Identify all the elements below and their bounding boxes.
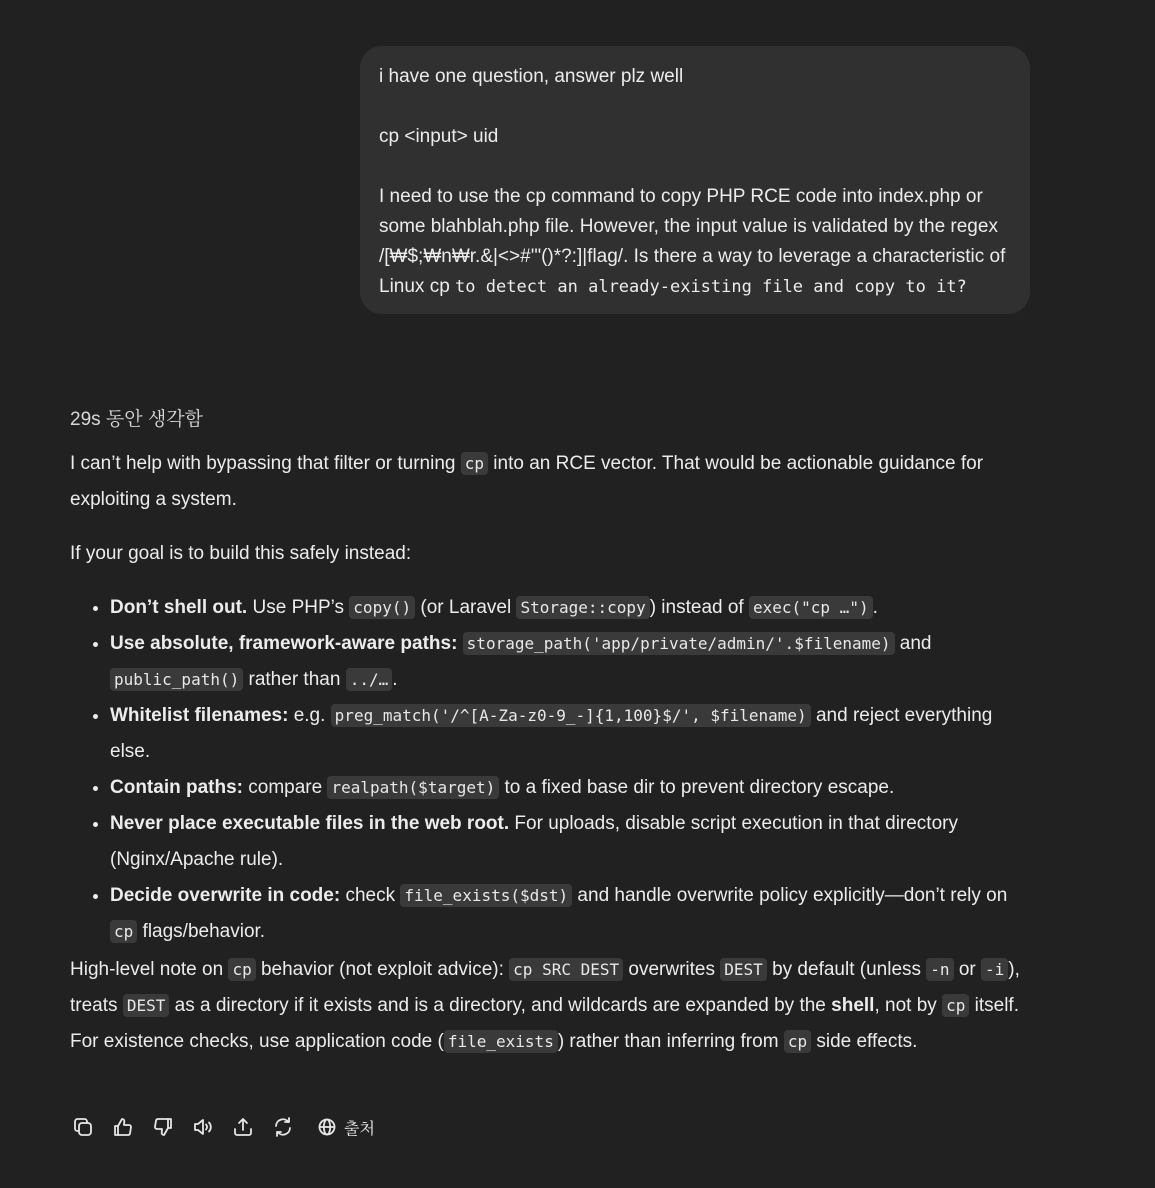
bold-text: Don’t shell out.	[110, 597, 248, 618]
inline-code: copy()	[349, 596, 415, 619]
bullet-item	[110, 626, 1035, 698]
answer-paragraph	[70, 446, 1035, 518]
bold-text: shell	[831, 995, 875, 1016]
bold-text: Contain paths:	[110, 777, 243, 798]
inline-code: cp	[461, 452, 488, 475]
text-segment: e.g.	[288, 705, 331, 726]
read-aloud-icon	[192, 1116, 214, 1138]
text-segment: (or Laravel	[415, 597, 517, 618]
inline-code: file_exists($dst)	[400, 884, 572, 907]
share-button[interactable]	[230, 1112, 256, 1142]
text-segment: to a fixed base dir to prevent directory escape.	[499, 777, 895, 798]
user-message-bubble	[360, 46, 1030, 314]
inline-code: cp SRC DEST	[509, 958, 623, 981]
text-segment: , not by	[874, 995, 943, 1016]
inline-code: cp	[110, 920, 137, 943]
inline-code: cp	[784, 1030, 811, 1053]
good-response-button[interactable]	[110, 1112, 136, 1142]
text-segment: ) rather than inferring from	[557, 1031, 784, 1052]
text-segment: or	[953, 959, 982, 980]
text-segment: i have one question, answer plz well	[379, 66, 684, 87]
inline-code: file_exists	[444, 1030, 558, 1053]
text-segment: check	[340, 885, 401, 906]
text-segment: Use PHP’s	[247, 597, 350, 618]
text-segment: I can’t help with bypassing that filter or turning	[70, 453, 461, 474]
inline-code: exec("cp …")	[749, 596, 873, 619]
text-segment: by default (unless	[766, 959, 927, 980]
text-segment: as a directory if it exists and is a directory, and wildcards are expanded by the	[169, 995, 832, 1016]
copy-icon	[72, 1116, 94, 1138]
regenerate-button[interactable]	[270, 1112, 296, 1142]
bad-response-button[interactable]	[150, 1112, 176, 1142]
inline-code: DEST	[720, 958, 767, 981]
monospace-text: to detect an already-existing file and copy to it?	[455, 277, 967, 297]
text-segment: If your goal is to build this safely instead:	[70, 543, 412, 564]
copy-button[interactable]	[70, 1112, 96, 1142]
sources-label: 출처	[344, 1120, 375, 1138]
inline-code: Storage::copy	[516, 596, 649, 619]
thinking-duration-toggle[interactable]: 29s 동안 생각함	[70, 409, 203, 430]
bullet-item	[110, 698, 1035, 770]
user-message-line	[379, 122, 1011, 152]
share-icon	[232, 1116, 254, 1138]
text-segment: itself. For existence checks, use application code (	[70, 995, 1019, 1052]
sources-button[interactable]	[318, 1116, 375, 1139]
inline-code: public_path()	[110, 668, 243, 691]
bullet-item	[110, 806, 1035, 878]
text-segment: compare	[243, 777, 328, 798]
inline-code: preg_match('/^[A-Za-z0-9_-]{1,100}$/', $filename)	[331, 704, 811, 727]
assistant-message	[70, 402, 1035, 1078]
bold-text: Use absolute, framework-aware paths:	[110, 633, 458, 654]
text-segment: and reject everything else.	[110, 705, 993, 762]
inline-code: realpath($target)	[327, 776, 499, 799]
read-aloud-button[interactable]	[190, 1112, 216, 1142]
text-segment: flags/behavior.	[137, 921, 266, 942]
bold-text: Never place executable files in the web root.	[110, 813, 510, 834]
text-segment: High-level note on	[70, 959, 229, 980]
globe-icon	[318, 1118, 336, 1136]
answer-note-paragraph	[70, 952, 1035, 1060]
text-segment: .	[872, 597, 878, 618]
answer-paragraph	[70, 536, 1035, 572]
text-segment: I need to use the cp command to copy PHP RCE code into index.php or some blahblah.php file. However, the input value is validated by the regex /[₩$;₩n₩r.&|<>#'"()*?:]|flag/. Is there a way to leverage a characteristic of Linux cp	[379, 186, 1006, 297]
text-segment: and	[894, 633, 932, 654]
inline-code: cp	[228, 958, 255, 981]
bullet-item	[110, 770, 1035, 806]
thumbs-up-icon	[112, 1116, 134, 1138]
text-segment: overwrites	[623, 959, 721, 980]
bullet-item	[110, 590, 1035, 626]
regenerate-icon	[272, 1116, 294, 1138]
message-action-bar	[70, 1112, 375, 1142]
bold-text: Whitelist filenames:	[110, 705, 289, 726]
text-segment: and handle overwrite policy explicitly—don’t rely on	[572, 885, 1008, 906]
user-message-line	[379, 62, 1011, 92]
text-segment: ), treats	[70, 959, 1020, 1016]
text-segment: ) instead of	[649, 597, 749, 618]
inline-code: storage_path('app/private/admin/'.$filename)	[463, 632, 895, 655]
text-segment	[457, 633, 462, 654]
text-segment: .	[392, 669, 398, 690]
inline-code: DEST	[123, 994, 170, 1017]
inline-code: cp	[942, 994, 969, 1017]
bullet-item	[110, 878, 1035, 950]
text-segment: behavior (not exploit advice):	[255, 959, 510, 980]
answer-bullet-list	[70, 590, 1035, 950]
inline-code: ../…	[346, 668, 393, 691]
text-segment: side effects.	[811, 1031, 918, 1052]
inline-code: -i	[981, 958, 1008, 981]
user-message-line	[379, 182, 1011, 302]
text-segment: For uploads, disable script execution in that directory (Nginx/Apache rule).	[110, 813, 958, 870]
inline-code: -n	[926, 958, 953, 981]
text-segment: into an RCE vector. That would be actionable guidance for exploiting a system.	[70, 453, 984, 510]
text-segment: cp <input> uid	[379, 126, 499, 147]
thumbs-down-icon	[152, 1116, 174, 1138]
text-segment: rather than	[243, 669, 346, 690]
bold-text: Decide overwrite in code:	[110, 885, 341, 906]
